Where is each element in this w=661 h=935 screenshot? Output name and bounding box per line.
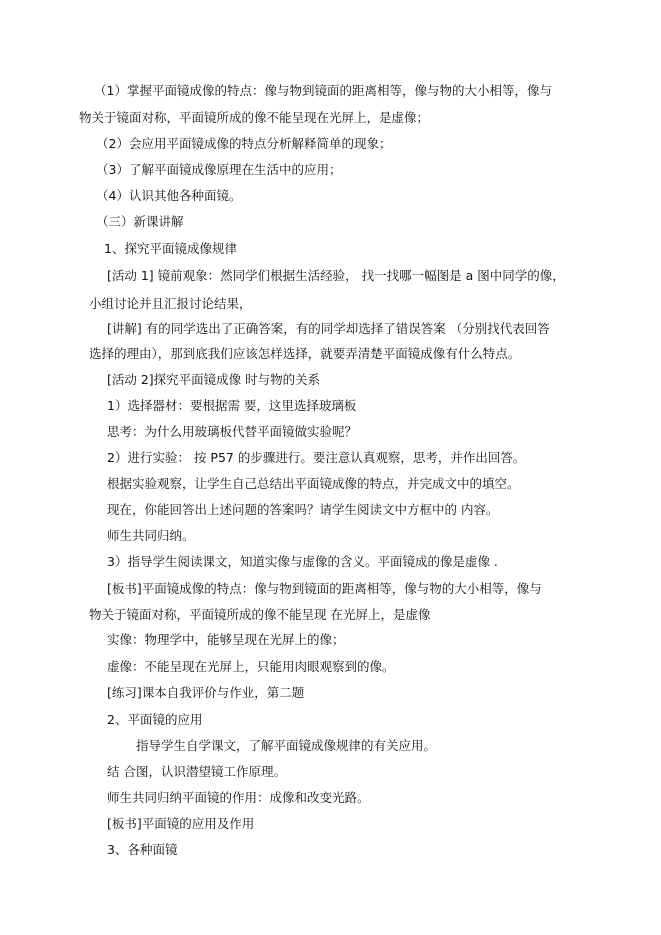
subsection-heading: 1、探究平面镜成像规律: [104, 241, 237, 256]
text-line: （1）掌握平面镜成像的特点：像与物到镜面的距离相等，像与物的大小相等，像与: [94, 83, 552, 98]
text-line: 指导学生自学课文，了解平面镜成像规律的有关应用。: [136, 738, 437, 753]
text-line: 现在，你能回答出上述问题的答案吗？请学生阅读文中方框中的 内容。: [107, 502, 499, 517]
text-line: 结 合图，认识潜望镜工作原理。: [107, 764, 286, 779]
text-line: [讲解] 有的同学选出了正确答案，有的同学却选择了错误答案 （分别找代表回答: [107, 321, 550, 336]
text-line: 虚像：不能呈现在光屏上，只能用肉眼观察到的像。: [107, 659, 395, 674]
text-line: 选择的理由），那到底我们应该怎样选择，就要弄清楚平面镜成像有什么特点。: [89, 346, 521, 361]
text-line: 小组讨论并且汇报讨论结果，: [89, 296, 252, 311]
text-line: [活动 1] 镜前观象：然同学们根据生活经验， 找一找哪一幅图是 a 图中同学的像，: [107, 268, 565, 283]
text-line: 物关于镜面对称，平面镜所成的像不能呈现 在光屏上，是虚像: [89, 607, 431, 622]
section-heading: （三）新课讲解: [96, 214, 184, 229]
text-line: [板书]平面镜成像的特点：像与物到镜面的距离相等，像与物的大小相等，像与: [107, 581, 542, 596]
text-line: 根据实验观察，让学生自己总结出平面镜成像的特点，并完成文中的填空。: [107, 476, 520, 491]
text-line: 1）选择器材：要根据需 要，这里选择玻璃板: [107, 398, 357, 413]
text-line: [板书]平面镜的应用及作用: [107, 816, 255, 831]
text-line: 师生共同归纳。: [107, 528, 195, 543]
text-line: [活动 2]探究平面镜成像 时与物的关系: [107, 372, 321, 387]
text-line: 物关于镜面对称，平面镜所成的像不能呈现在光屏上，是虚像；: [79, 110, 430, 125]
text-line: （2）会应用平面镜成像的特点分析解释简单的现象；: [96, 136, 392, 151]
subsection-heading: 2、平面镜的应用: [107, 712, 203, 727]
text-line: （4）认识其他各种面镜。: [96, 188, 242, 203]
text-line: 实像：物理学中，能够呈现在光屏上的像；: [107, 632, 345, 647]
subsection-heading: 3、各种面镜: [107, 842, 178, 857]
text-line: （3）了解平面镜成像原理在生活中的应用；: [96, 162, 342, 177]
text-line: 2）进行实验： 按 P57 的步骤进行。要注意认真观察，思考，并作出回答。: [107, 450, 526, 465]
text-line: 思考：为什么用玻璃板代替平面镜做实验呢？: [107, 424, 358, 439]
text-line: 3）指导学生阅读课文，知道实像与虚像的含义。平面镜成的像是虚像 .: [107, 554, 498, 569]
text-line: 师生共同归纳平面镜的作用：成像和改变光路。: [107, 790, 370, 805]
text-line: [练习]课本自我评价与作业，第二题: [107, 685, 305, 700]
